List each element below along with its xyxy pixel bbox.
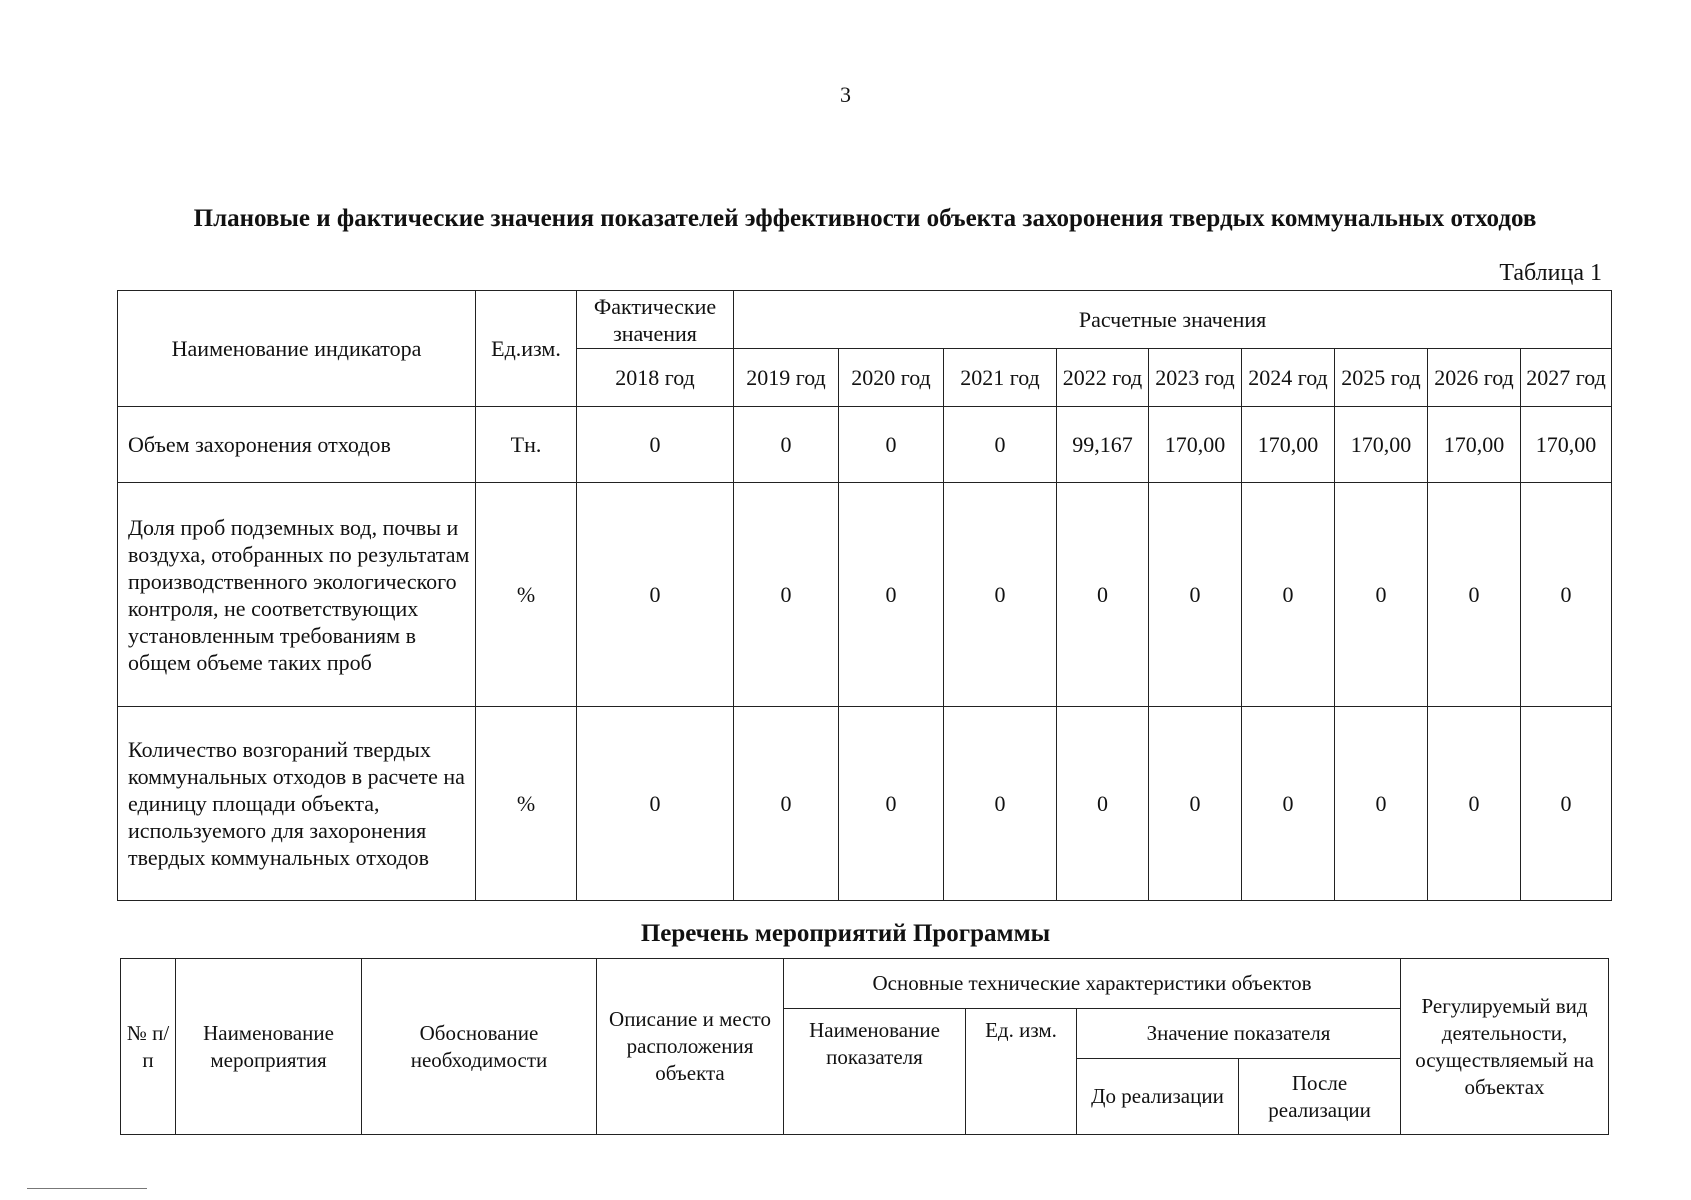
header-calculated: Расчетные значения bbox=[734, 291, 1612, 349]
header-year: 2023 год bbox=[1149, 349, 1242, 407]
row-value: 0 bbox=[1521, 707, 1612, 901]
header-year: 2020 год bbox=[839, 349, 944, 407]
program-table bbox=[120, 958, 1609, 1135]
row-unit: % bbox=[476, 483, 577, 707]
header-activity: Регулируемый вид деятельности, осуществляемый на объектах bbox=[1401, 959, 1609, 1135]
header-indicator-value: Значение показателя bbox=[1077, 1009, 1401, 1059]
row-actual: 0 bbox=[577, 483, 734, 707]
row-value: 0 bbox=[734, 483, 839, 707]
program-title: Перечень мероприятий Программы bbox=[640, 920, 1051, 947]
header-year: 2019 год bbox=[734, 349, 839, 407]
header-year: 2024 год bbox=[1242, 349, 1335, 407]
program-header-row-1 bbox=[121, 959, 1609, 1009]
row-value: 170,00 bbox=[1335, 407, 1428, 483]
header-description: Описание и место расположения объекта bbox=[597, 959, 784, 1135]
table-row bbox=[118, 707, 1612, 901]
row-actual: 0 bbox=[577, 407, 734, 483]
header-year: 2025 год bbox=[1335, 349, 1428, 407]
row-value: 0 bbox=[839, 707, 944, 901]
header-year: 2022 год bbox=[1057, 349, 1149, 407]
row-unit: % bbox=[476, 707, 577, 901]
header-indicator-name: Наименование показателя bbox=[784, 1009, 966, 1135]
row-value: 0 bbox=[1428, 707, 1521, 901]
row-value: 0 bbox=[944, 407, 1057, 483]
page-number: 3 bbox=[840, 82, 851, 107]
header-unit: Ед. изм. bbox=[966, 1009, 1077, 1135]
row-value: 170,00 bbox=[1242, 407, 1335, 483]
row-indicator-name: Объем захоронения отходов bbox=[118, 407, 476, 483]
row-value: 0 bbox=[734, 707, 839, 901]
header-number: № п/п bbox=[121, 959, 176, 1135]
header-year: 2021 год bbox=[944, 349, 1057, 407]
row-value: 0 bbox=[1149, 483, 1242, 707]
row-value: 0 bbox=[1057, 483, 1149, 707]
row-value: 0 bbox=[1428, 483, 1521, 707]
header-row-1 bbox=[118, 291, 1612, 349]
header-year: 2026 год bbox=[1428, 349, 1521, 407]
header-actual: Фактические значения bbox=[577, 291, 734, 349]
header-unit: Ед.изм. bbox=[476, 291, 577, 407]
header-event-name: Наименование мероприятия bbox=[176, 959, 362, 1135]
row-indicator-name: Доля проб подземных вод, почвы и воздуха, отобранных по результатам производственного экологического контроля, не соответствующих установленным требованиям в общем объеме таких проб bbox=[118, 483, 476, 707]
row-value: 0 bbox=[1242, 707, 1335, 901]
table-row bbox=[118, 407, 1612, 483]
row-value: 0 bbox=[1242, 483, 1335, 707]
row-value: 0 bbox=[1335, 707, 1428, 901]
row-value: 99,167 bbox=[1057, 407, 1149, 483]
row-value: 0 bbox=[944, 483, 1057, 707]
header-year: 2027 год bbox=[1521, 349, 1612, 407]
row-value: 0 bbox=[1057, 707, 1149, 901]
row-value: 0 bbox=[734, 407, 839, 483]
header-after: После реализации bbox=[1239, 1059, 1401, 1135]
row-value: 170,00 bbox=[1428, 407, 1521, 483]
row-actual: 0 bbox=[577, 707, 734, 901]
row-value: 170,00 bbox=[1149, 407, 1242, 483]
document-title: Плановые и фактические значения показателей эффективности объекта захоронения твердых коммунальных отходов bbox=[193, 205, 1537, 232]
header-actual-year: 2018 год bbox=[577, 349, 734, 407]
footer-divider bbox=[27, 1188, 147, 1189]
table-row bbox=[118, 483, 1612, 707]
header-before: До реализации bbox=[1077, 1059, 1239, 1135]
row-value: 0 bbox=[839, 407, 944, 483]
header-justification: Обоснование необходимости bbox=[362, 959, 597, 1135]
row-value: 170,00 bbox=[1521, 407, 1612, 483]
row-unit: Тн. bbox=[476, 407, 577, 483]
row-value: 0 bbox=[1149, 707, 1242, 901]
row-value: 0 bbox=[1521, 483, 1612, 707]
row-value: 0 bbox=[839, 483, 944, 707]
header-tech-characteristics: Основные технические характеристики объектов bbox=[784, 959, 1401, 1009]
row-value: 0 bbox=[944, 707, 1057, 901]
row-value: 0 bbox=[1335, 483, 1428, 707]
indicators-table bbox=[117, 290, 1612, 901]
header-indicator-name: Наименование индикатора bbox=[118, 291, 476, 407]
row-indicator-name: Количество возгораний твердых коммунальных отходов в расчете на единицу площади объекта, используемого для захоронения твердых коммунальных отходов bbox=[118, 707, 476, 901]
table-label: Таблица 1 bbox=[1499, 260, 1602, 286]
